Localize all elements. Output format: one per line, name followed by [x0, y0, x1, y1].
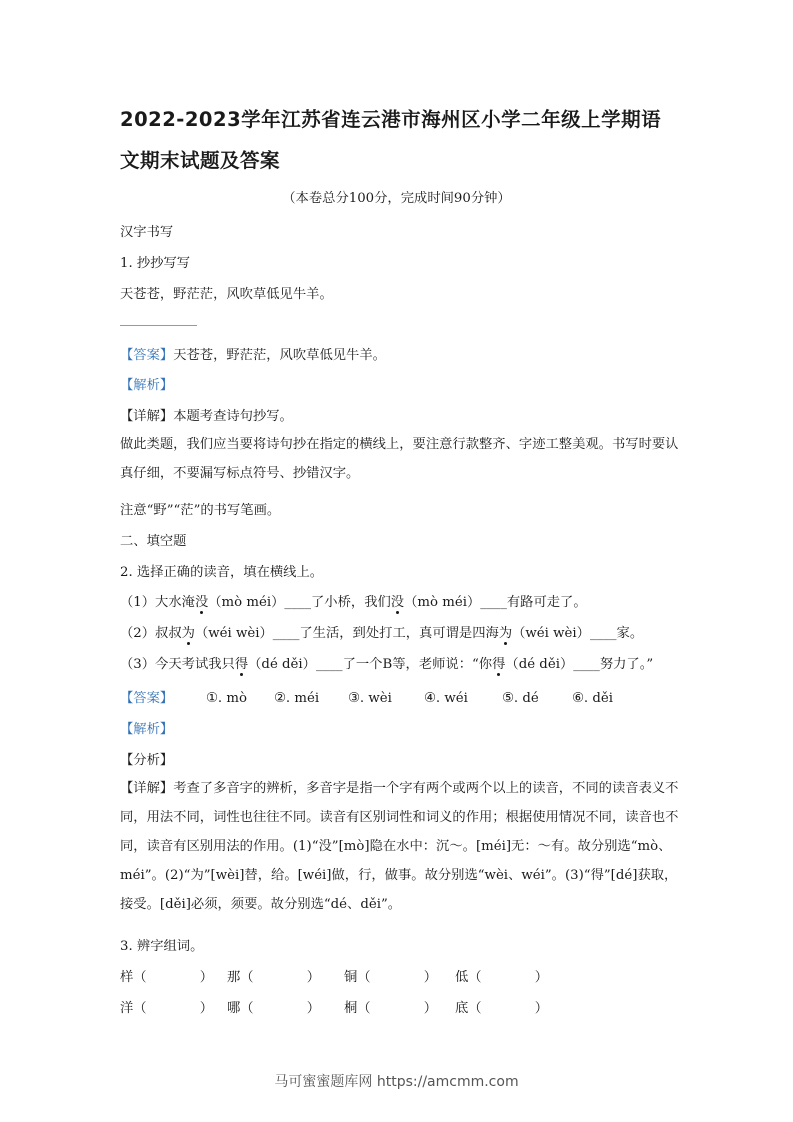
question-3-heading: 3. 辨字组词。 — [120, 939, 204, 954]
question-2-analysis-tag: 【解析】 — [120, 722, 174, 737]
dotted-char: 为 — [182, 622, 195, 641]
word-blank: 洋（ ） — [120, 1001, 214, 1016]
exam-info: （本卷总分100分，完成时间90分钟） — [282, 191, 511, 206]
answer-item: ①. mò — [206, 691, 247, 706]
answer-item: ⑤. dé — [502, 691, 539, 706]
word-blank: 铜（ ） — [344, 970, 438, 985]
question-1-note: 注意“野”“茫”的书写笔画。 — [120, 503, 281, 518]
question-2-sentence-3: （3）今天考试我只得（dé děi）____了一个B等，老师说：“你得（dé děi）____努力了。” — [120, 653, 653, 672]
question-2-detail — [120, 774, 682, 919]
dotted-char: 为 — [499, 622, 512, 641]
answer-tag: 【答案】 — [120, 691, 174, 706]
question-2-heading: 2. 选择正确的读音，填在横线上。 — [120, 565, 324, 580]
answer-line — [120, 325, 197, 326]
detail-tag: 【详解】 — [120, 781, 174, 796]
answer-tag: 【答案】 — [120, 348, 174, 363]
question-2-answer — [120, 687, 613, 706]
word-blank: 底（ ） — [455, 1001, 549, 1016]
answer-item: ③. wèi — [348, 691, 392, 706]
detail-tag: 【详解】 — [120, 409, 174, 424]
detail-text: 本题考查诗句抄写。 — [173, 409, 293, 424]
question-2-sentence-1: （1）大水淹没（mò méi）____了小桥，我们没（mò méi）____有路可走了。 — [120, 591, 587, 610]
section-heading-fill: 二、填空题 — [120, 534, 187, 549]
answer-item: ④. wéi — [424, 691, 468, 706]
question-1-paragraph: 做此类题，我们应当要将诗句抄在指定的横线上，要注意行款整齐、字迹工整美观。书写时要认真仔细，不要漏写标点符号、抄错汉字。 — [120, 437, 679, 481]
word-blank: 低（ ） — [455, 970, 549, 985]
question-1-answer — [120, 344, 386, 363]
word-blank: 桐（ ） — [344, 1001, 438, 1016]
question-1-analysis-tag: 【解析】 — [120, 378, 174, 393]
question-1-detail — [120, 405, 293, 424]
answer-text: 天苍苍，野茫茫，风吹草低见牛羊。 — [173, 348, 386, 363]
question-2-sentence-2: （2）叔叔为（wéi wèi）____了生活，到处打工，真可谓是四海为（wéi wèi）____家。 — [120, 622, 643, 641]
word-blank: 样（ ） — [120, 970, 214, 985]
answer-item: ②. méi — [274, 691, 320, 706]
word-blank: 那（ ） — [227, 970, 321, 985]
document-title-line1: 2022-2023学年江苏省连云港市海州区小学二年级上学期语 — [120, 108, 662, 131]
dotted-char: 得 — [492, 653, 505, 672]
dotted-char: 没 — [391, 591, 404, 610]
section-heading-writing: 汉字书写 — [120, 225, 174, 240]
word-blank: 哪（ ） — [227, 1001, 321, 1016]
site-footer: 马可蜜蜜题库网 https://amcmm.com — [274, 1074, 519, 1090]
answer-item: ⑥. děi — [572, 691, 614, 706]
document-title-line2: 文期末试题及答案 — [120, 149, 281, 172]
detail-text: 考查了多音字的辨析，多音字是指一个字有两个或两个以上的读音，不同的读音表义不同，用法不同，词性也往往不同。读音有区别词性和词义的作用；根据使用情况不同，读音也不同，读音有区别用法的作用。(1)“没”[mò]隐在水中：沉～。[méi]无：～有。故分别选“mò、méi”。(2)“为”[wèi]替，给。[wéi]做，行，做事。故分别选“wèi、wéi”。(3)“得”[dé]获取，接受。[děi]必须，须要。故分别选“dé、děi”。 — [120, 781, 679, 912]
dotted-char: 没 — [195, 591, 208, 610]
dotted-char: 得 — [235, 653, 248, 672]
question-2-fenxi-tag: 【分析】 — [120, 753, 174, 768]
question-1-heading: 1. 抄抄写写 — [120, 256, 191, 271]
question-1-text: 天苍苍，野茫茫，风吹草低见牛羊。 — [120, 287, 333, 302]
